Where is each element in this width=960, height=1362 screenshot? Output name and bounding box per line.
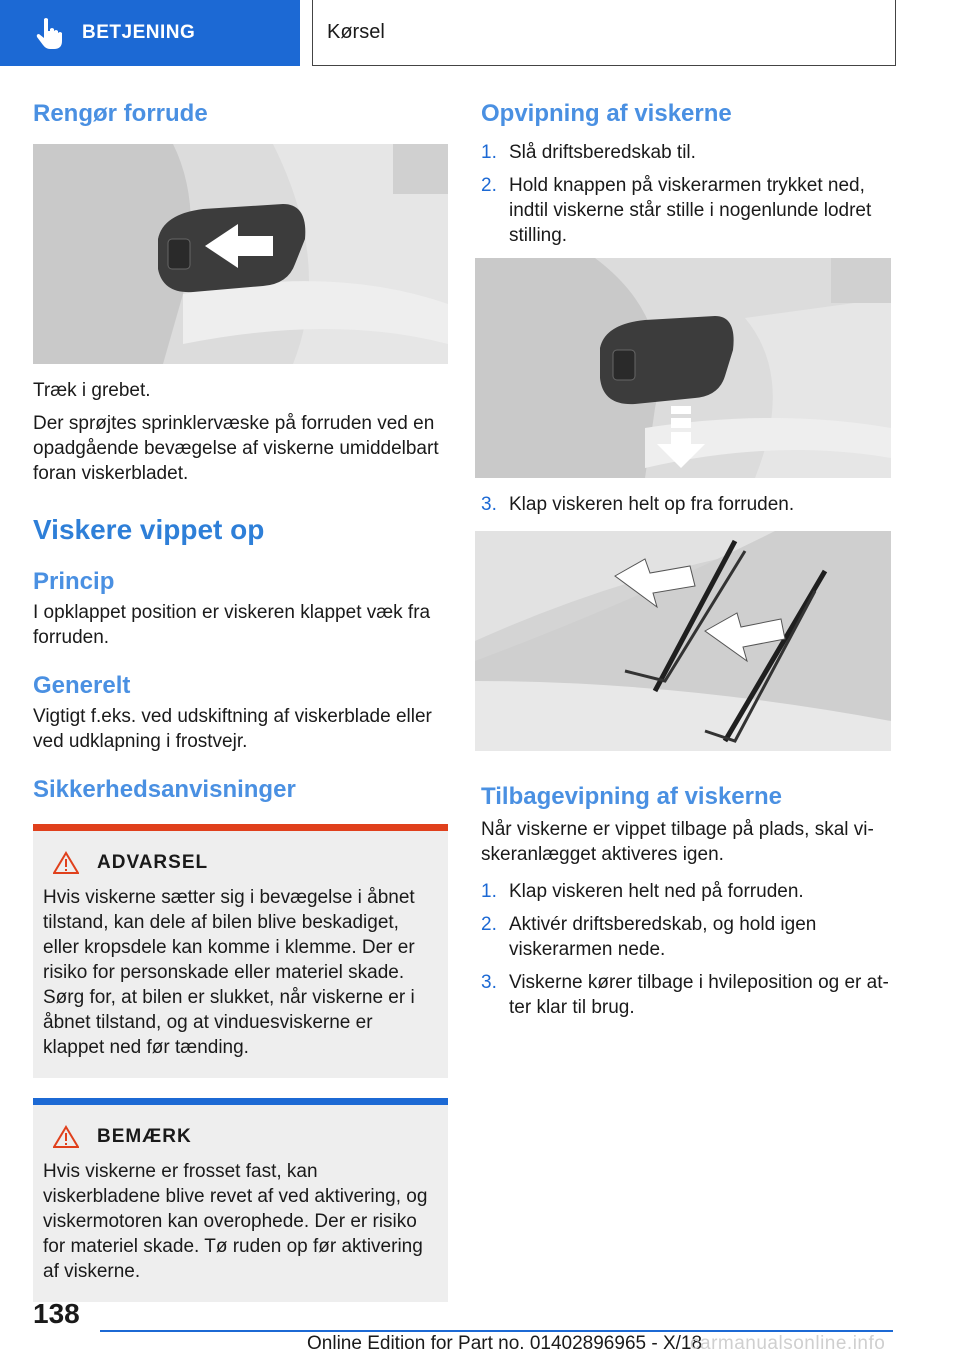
left-column — [33, 100, 448, 1302]
warning-text: Hvis viskerne sætter sig i bevægelse i åbnet tilstand, kan dele af bilen blive beskadiget, eller kropsdele kan komme i klemme. Der er risiko for personskade eller materiel skade. Sørg for, at bilen er slukket, når viskerne er i åbnet tilstand, og at vinduesviskerne er klappet ned før tænding. — [43, 887, 415, 1058]
header-tab — [0, 0, 300, 66]
paragraph-fold-back-intro: Når viskerne er vippet tilbage på plads, skal viskeranlægget aktiveres igen. — [481, 819, 874, 865]
footer-edition-text: Online Edition for Part no. 01402896965 - X/18 — [307, 1333, 703, 1354]
list-item: 1. Slå driftsberedskab til. — [481, 142, 696, 163]
paragraph-principle: I opklappet position er viskeren klappet væk fra forruden. — [33, 602, 431, 648]
right-column — [481, 100, 893, 1028]
section-title-fold-up-wipers: Opvipning af viskerne — [481, 100, 732, 127]
notice-text: Hvis viskerne er frosset fast, kan viskerbladene blive revet af ved aktivering, og viskermotoren kan overophede. Der er risiko for materiel skade. Tø ruden op før aktivering af viskerne. — [43, 1161, 428, 1282]
subsection-title-safety: Sikkerhedsanvisninger — [33, 776, 296, 803]
section-title-clean-windshield: Rengør forrude — [33, 100, 208, 127]
list-item: 1. Klap viskeren helt ned på forruden. — [481, 881, 804, 902]
notice-bar — [33, 1098, 448, 1105]
section-title-wipers-folded-up: Viskere vippet op — [33, 514, 265, 545]
notice-title: BEMÆRK — [97, 1126, 192, 1147]
warning-box — [33, 824, 448, 1078]
warning-bar — [33, 824, 448, 831]
list-item: 3. Klap viskeren helt op fra forruden. — [481, 494, 795, 515]
wiper-stalk-pull-image — [33, 144, 448, 364]
paragraph-general: Vigtigt f.eks. ved udskiftning af viskerblade eller ved udklapning i frostvejr. — [33, 706, 432, 752]
paragraph-pull-lever: Træk i grebet. — [33, 380, 151, 401]
steps-fold-up-continued — [481, 492, 893, 517]
warning-title: ADVARSEL — [97, 852, 209, 873]
steps-fold-up — [481, 140, 893, 248]
paragraph-spray-fluid: Der sprøjtes sprinklervæske på forruden ved en opadgående bevægelse af viskerne umiddelbart foran viskerbladet. — [33, 413, 439, 484]
subsection-title-general: Generelt — [33, 672, 131, 699]
steps-fold-back — [481, 879, 893, 1020]
notice-box — [33, 1098, 448, 1302]
header-section-title: Kørsel — [312, 0, 896, 66]
wipers-raised-image — [475, 531, 891, 751]
header-tab-label: BETJENING — [82, 22, 196, 43]
footer-watermark: carmanualsonline.info — [690, 1333, 886, 1354]
page-number: 138 — [33, 1298, 80, 1329]
warning-triangle-icon — [53, 1125, 79, 1149]
wiper-stalk-press-image — [475, 258, 891, 478]
list-item: 2. Hold knappen på viskerarmen trykket ned, indtil viskerne står stille i nogenlunde lodret stilling. — [481, 175, 872, 246]
hand-pointer-icon — [32, 15, 68, 51]
list-item: 2. Aktivér driftsberedskab, og hold igen viskerarmen nede. — [481, 914, 817, 960]
warning-triangle-icon — [53, 851, 79, 875]
section-title-fold-back-wipers: Tilbagevipning af viskerne — [481, 783, 782, 810]
footer-divider — [100, 1330, 893, 1332]
list-item: 3. Viskerne kører tilbage i hvileposition og er atter klar til brug. — [481, 972, 889, 1018]
subsection-title-principle: Princip — [33, 568, 115, 595]
